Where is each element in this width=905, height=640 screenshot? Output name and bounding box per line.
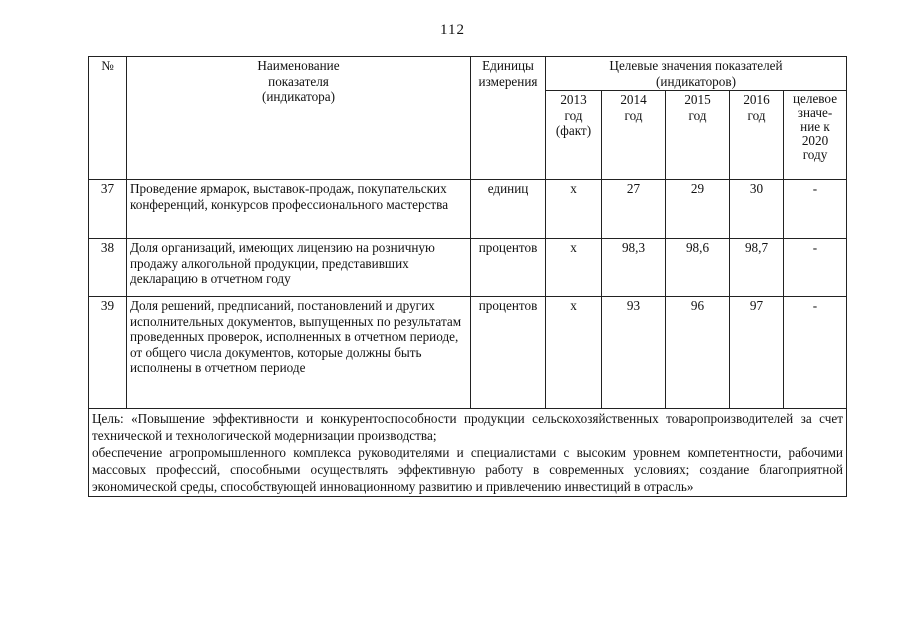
page-number: 112 [440, 22, 465, 38]
header-row-1 [89, 57, 847, 91]
table-row [89, 239, 847, 297]
row-2013: х [546, 297, 602, 409]
row-name: Проведение ярмарок, выставок-продаж, покупательских конференций, конкурсов профессионального мастерства [127, 180, 471, 239]
header-unit: Единицы измерения [471, 57, 546, 180]
header-name: Наименование показателя (индикатора) [127, 57, 471, 180]
row-unit: процентов [471, 239, 546, 297]
row-target-2020: - [784, 180, 847, 239]
goal-text-2: обеспечение агропромышленного комплекса руководителями и специалистами с высоким уровнем компетентности, рабочими массовых профессий, способными осуществлять эффективную работу в современных условиях; создание благоприятной экономической среды, способствующей инновационному развитию и привлечению инвестиций в отрасль» [92, 445, 843, 494]
header-2016: 2016 год [730, 91, 784, 180]
header-2015: 2015 год [666, 91, 730, 180]
row-unit: единиц [471, 180, 546, 239]
row-2016: 30 [730, 180, 784, 239]
row-target-2020: - [784, 297, 847, 409]
row-2013: х [546, 239, 602, 297]
header-num: № [89, 57, 127, 180]
row-2013: х [546, 180, 602, 239]
table-row [89, 180, 847, 239]
header-2013: 2013 год (факт) [546, 91, 602, 180]
row-target-2020: - [784, 239, 847, 297]
goal-row [89, 409, 847, 497]
row-2014: 27 [602, 180, 666, 239]
goal-cell [89, 409, 847, 497]
row-num: 37 [89, 180, 127, 239]
row-num: 38 [89, 239, 127, 297]
header-targets-group: Целевые значения показателей (индикаторов) [546, 57, 847, 91]
row-num: 39 [89, 297, 127, 409]
row-name: Доля решений, предписаний, постановлений и других исполнительных документов, выпущенных по результатам проведенных проверок, исполненных в отчетном периоде, от общего числа документов, которые должны быть исполнены в отчетном периоде [127, 297, 471, 409]
row-2014: 93 [602, 297, 666, 409]
table-row [89, 297, 847, 409]
row-2015: 29 [666, 180, 730, 239]
header-2014: 2014 год [602, 91, 666, 180]
row-2016: 97 [730, 297, 784, 409]
header-target-2020: целевое значе- ние к 2020 году [784, 91, 847, 180]
row-unit: процентов [471, 297, 546, 409]
row-name: Доля организаций, имеющих лицензию на розничную продажу алкогольной продукции, представивших декларацию в отчетном году [127, 239, 471, 297]
row-2014: 98,3 [602, 239, 666, 297]
row-2016: 98,7 [730, 239, 784, 297]
goal-text-1: Цель: «Повышение эффективности и конкурентоспособности продукции сельскохозяйственных товаропроизводителей за счет технической и технологической модернизации производства; [92, 411, 843, 443]
indicators-table [88, 56, 847, 497]
row-2015: 96 [666, 297, 730, 409]
row-2015: 98,6 [666, 239, 730, 297]
